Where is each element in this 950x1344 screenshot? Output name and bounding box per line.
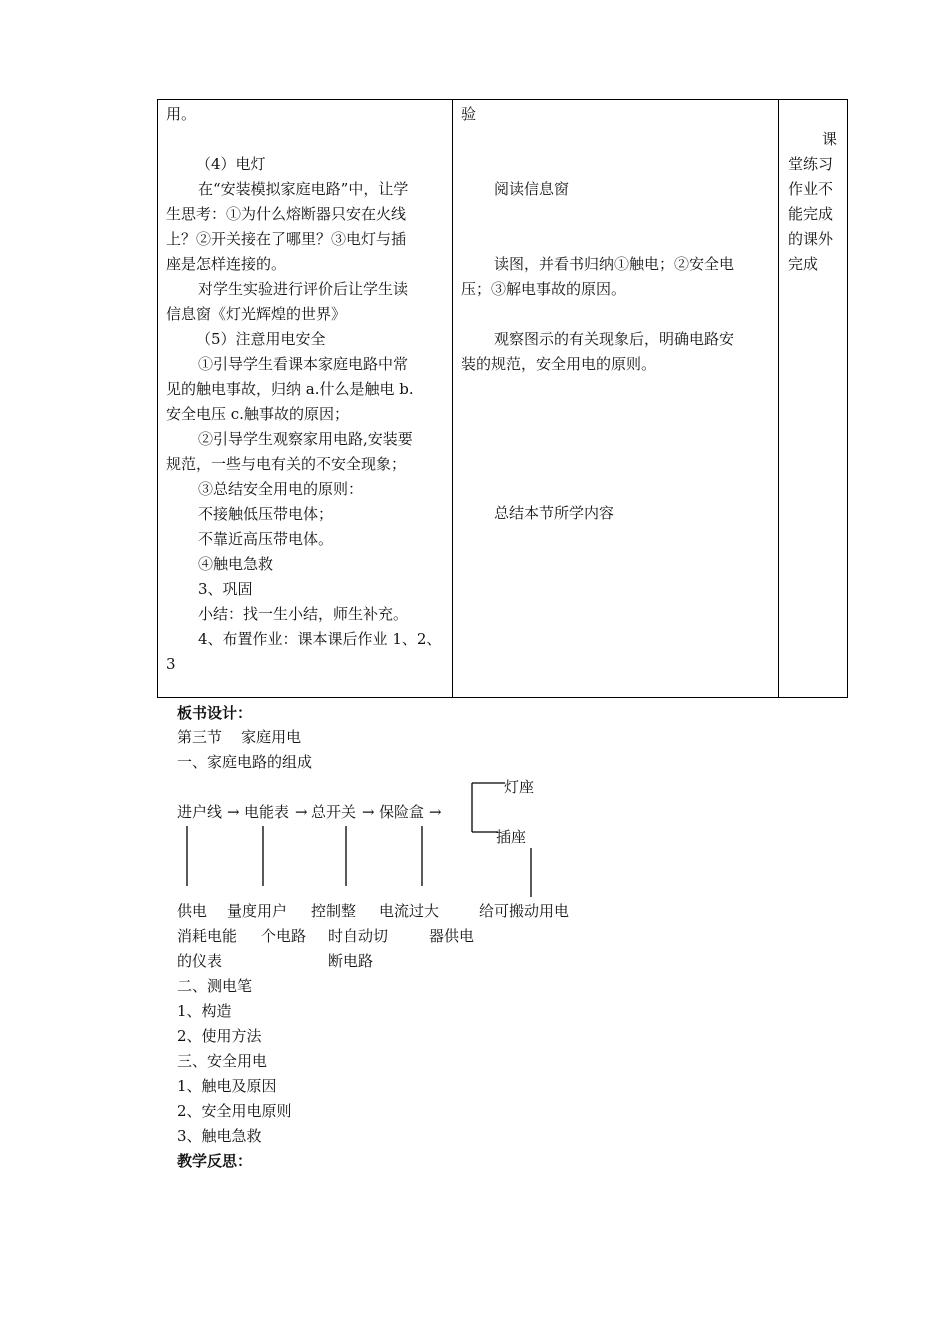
- text-line: 总结本节所学内容: [494, 504, 615, 522]
- text-line: 安全电压 c.触事故的原因；: [166, 405, 349, 423]
- text-line: 装的规范，安全用电的原则。: [461, 355, 657, 373]
- arrow-icon: →: [227, 803, 240, 821]
- node-socket: 插座: [496, 828, 527, 846]
- text-line: （4）电灯: [196, 155, 266, 173]
- text-line: ③总结安全用电的原则：: [198, 480, 364, 498]
- note-main-switch: 控制整: [311, 902, 357, 920]
- text-line: 作业不: [788, 180, 834, 198]
- part-one-heading: 一、家庭电路的组成: [177, 753, 313, 771]
- text-line: ②引导学生观察家用电路,安装要: [198, 430, 413, 448]
- list-item: 3、触电急救: [177, 1127, 262, 1145]
- section-title: 第三节 家庭用电: [177, 728, 302, 746]
- teaching-reflection-heading: 教学反思：: [177, 1152, 253, 1170]
- text-line: 座是怎样连接的。: [166, 255, 287, 273]
- list-item: 2、使用方法: [177, 1027, 262, 1045]
- text-line: 阅读信息窗: [494, 180, 570, 198]
- note-energy-meter: 消耗电能: [177, 927, 238, 945]
- note-fuse-box: 断电路: [328, 952, 374, 970]
- arrow-icon: →: [295, 803, 308, 821]
- note-fuse-box: 电流过大: [379, 902, 440, 920]
- list-item: 二、测电笔: [177, 977, 253, 995]
- text-line: 见的触电事故，归纳 a.什么是触电 b.: [166, 380, 414, 398]
- note-socket: 器供电: [429, 927, 475, 945]
- note-socket: 给可搬动用电: [479, 902, 570, 920]
- text-line: 小结：找一生小结，师生补充。: [198, 605, 409, 623]
- text-line: 能完成: [788, 205, 834, 223]
- text-line: 4、布置作业：课本课后作业 1、2、: [198, 630, 442, 648]
- text-line: 对学生实验进行评价后让学生读: [198, 280, 409, 298]
- text-line: 生思考：①为什么熔断器只安在火线: [166, 205, 407, 223]
- text-line: 观察图示的有关现象后，明确电路安: [494, 330, 735, 348]
- board-design-heading: 板书设计：: [177, 704, 253, 722]
- text-line: 的课外: [788, 230, 834, 248]
- text-line: ④触电急救: [198, 555, 274, 573]
- arrow-icon: →: [362, 803, 375, 821]
- node-fuse-box: 保险盒: [379, 803, 425, 821]
- text-line: 在“安装模拟家庭电路”中，让学: [198, 180, 409, 198]
- note-main-switch: 个电路: [261, 927, 307, 945]
- note-energy-meter: 量度用户: [227, 902, 288, 920]
- text-line: 不接触低压带电体；: [198, 505, 334, 523]
- text-line: 用。: [166, 105, 197, 123]
- text-line: 上？②开关接在了哪里？③电灯与插: [166, 230, 407, 248]
- note-fuse-box: 时自动切: [328, 927, 389, 945]
- text-line: 堂练习: [788, 155, 834, 173]
- node-energy-meter: 电能表: [244, 803, 290, 821]
- arrow-icon: →: [429, 803, 442, 821]
- text-line: 3、巩固: [198, 580, 253, 598]
- node-main-switch: 总开关: [311, 803, 357, 821]
- text-line: 规范，一些与电有关的不安全现象；: [166, 455, 407, 473]
- text-line: 验: [461, 105, 477, 123]
- text-line: 3: [166, 655, 176, 673]
- list-item: 1、触电及原因: [177, 1077, 277, 1095]
- note-service-line: 供电: [177, 902, 208, 920]
- node-lamp-holder: 灯座: [504, 778, 535, 796]
- text-line: 完成: [788, 255, 819, 273]
- node-service-line: 进户线: [177, 803, 223, 821]
- text-line: 压；③解电事故的原因。: [461, 280, 627, 298]
- text-line: ①引导学生看课本家庭电路中常: [198, 355, 409, 373]
- note-energy-meter: 的仪表: [177, 952, 223, 970]
- text-line: 课: [822, 130, 838, 148]
- list-item: 2、安全用电原则: [177, 1102, 292, 1120]
- list-item: 三、安全用电: [177, 1052, 268, 1070]
- text-line: 读图，并看书归纳①触电；②安全电: [494, 255, 735, 273]
- text-line: 不靠近高压带电体。: [198, 530, 334, 548]
- list-item: 1、构造: [177, 1002, 232, 1020]
- text-line: （5）注意用电安全: [196, 330, 326, 348]
- text-line: 信息窗《灯光辉煌的世界》: [166, 305, 347, 323]
